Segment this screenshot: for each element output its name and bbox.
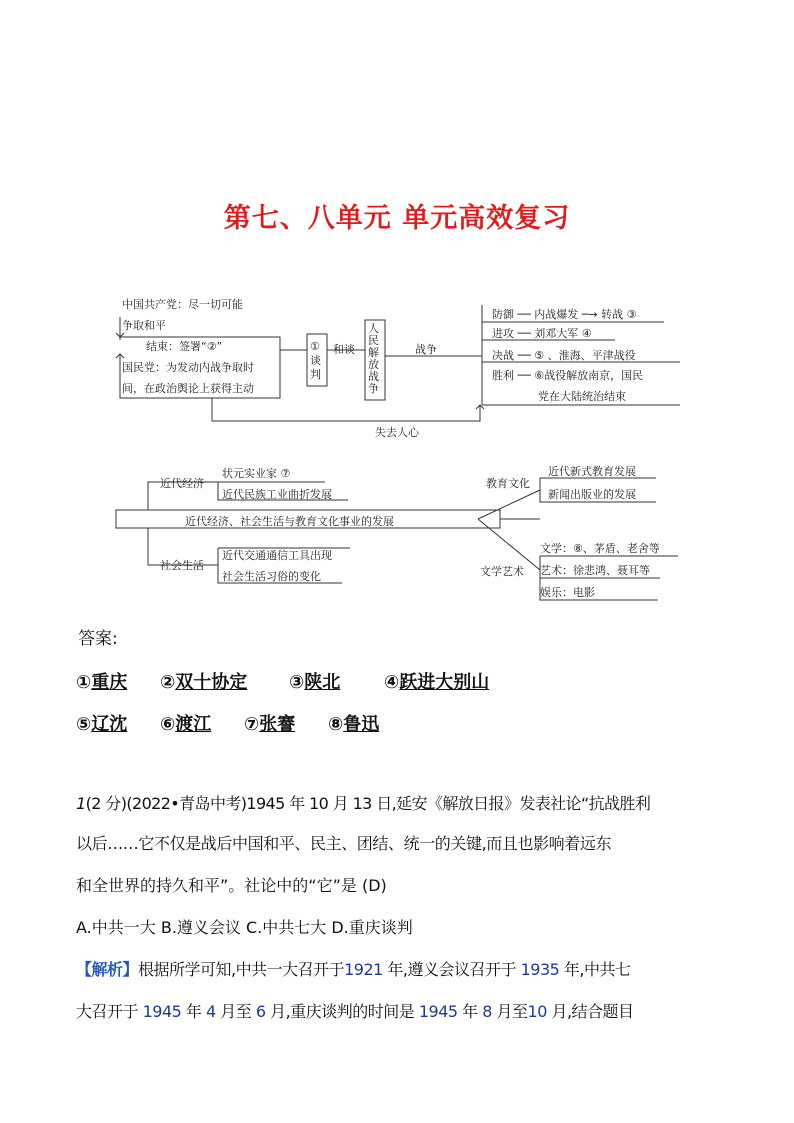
kmt-line2: 间，在政治舆论上获得主动: [122, 382, 254, 395]
lit-art-node: 文学艺术: [480, 565, 524, 578]
analysis-text: 大召开于: [76, 1002, 143, 1021]
answer-num: ⑦: [244, 714, 260, 735]
industry-node: 近代民族工业曲折发展: [222, 488, 332, 501]
answer-5: [76, 710, 127, 736]
war-label: 战争: [415, 343, 437, 356]
answer-text: 渡江: [175, 714, 212, 735]
center-node: 近代经济、社会生活与教育文化事业的发展: [185, 515, 394, 528]
analysis-text: 月,重庆谈判的时间是: [265, 1002, 419, 1021]
answer-num: ⑤: [76, 714, 92, 735]
analysis-line1: [76, 960, 631, 980]
press-node: 新闻出版业的发展: [548, 488, 636, 501]
cpc-line1: 中国共产党：尽一切可能: [122, 298, 243, 311]
answer-text: 鲁迅: [343, 714, 380, 735]
year-number: 1945: [142, 1002, 182, 1021]
analysis-text: 年: [181, 1002, 206, 1021]
answer-text: 双十协定: [175, 672, 248, 693]
question-text: (2 分)(2022•青岛中考)1945 年 10 月 13 日,延安《解放日报》发表社论“抗战胜利: [85, 794, 651, 813]
month-number: 8: [482, 1002, 492, 1021]
edu-culture-node: 教育文化: [486, 477, 530, 490]
talks-node: ①谈判: [310, 340, 321, 381]
answer-8: [328, 710, 379, 736]
answer-text: 陕北: [304, 672, 341, 693]
answer-num: ⑥: [160, 714, 176, 735]
literature-node: 文学：⑧、茅盾、老舍等: [540, 542, 660, 555]
decisive-node: 决战 ── ⑤ 、淮海、平津战役: [492, 349, 636, 362]
kmt-line1: 国民党：为发动内战争取时: [122, 361, 254, 374]
question-line3: 和全世界的持久和平”。社论中的“它”是 (D): [76, 876, 387, 895]
answer-num: ④: [384, 672, 400, 693]
edu-dev-node: 近代新式教育发展: [548, 465, 636, 478]
answer-num: ①: [76, 672, 92, 693]
analysis-line2: [76, 1002, 634, 1022]
transport-node: 近代交通通信工具出现: [222, 549, 332, 562]
analysis-tag: 【解析】: [76, 960, 139, 979]
page-title: 第七、八单元 单元高效复习: [223, 203, 571, 234]
custom-node: 社会生活习俗的变化: [222, 570, 321, 583]
victory-line2: 党在大陆统治结束: [538, 390, 626, 403]
month-number: 6: [255, 1002, 266, 1021]
answer-text: 重庆: [91, 672, 128, 693]
analysis-text: 月,结合题目: [546, 1002, 634, 1021]
modern-econ-node: 近代经济: [160, 477, 204, 490]
question-line2: 以后……它不仅是战后中国和平、民主、团结、统一的关键,而且也影响着远东: [76, 834, 612, 853]
year-number: 1921: [344, 960, 383, 979]
question-line1: [76, 794, 650, 814]
year-number: 1945: [418, 1002, 458, 1021]
entertainment-node: 娱乐：电影: [540, 586, 595, 599]
entrepreneur-node: 状元实业家 ⑦: [222, 467, 291, 480]
art-node: 艺术：徐悲鸿、聂耳等: [540, 564, 650, 577]
cpc-line2: 争取和平: [122, 319, 166, 332]
attack-node: 进攻 ── 刘邓大军 ④: [492, 327, 592, 340]
question-options: A.中共一大 B.遵义会议 C.中共七大 D.重庆谈判: [76, 918, 413, 937]
analysis-text: 年,遵义会议召开于: [382, 960, 521, 979]
month-number: 4: [206, 1002, 216, 1021]
answer-2: [160, 668, 247, 694]
answer-label: 答案:: [78, 629, 118, 649]
war-vertical-node: 人民解放战争: [368, 322, 379, 395]
end-node: 结束：签署“②”: [146, 340, 223, 353]
answer-text: 张謇: [259, 714, 296, 735]
analysis-text: 年,中共七: [559, 960, 631, 979]
question-number: 1: [76, 794, 86, 813]
social-node: 社会生活: [160, 559, 204, 572]
analysis-text: 根据所学可知,中共一大召开于: [138, 960, 345, 979]
answer-num: ⑧: [328, 714, 344, 735]
and-talk-label: 和谈: [333, 343, 355, 356]
year-number: 1935: [520, 960, 560, 979]
answer-3: [289, 668, 340, 694]
lose-support-label: 失去人心: [375, 426, 419, 439]
answer-7: [244, 710, 295, 736]
answer-text: 跃进大别山: [399, 672, 490, 693]
analysis-text: 月至: [491, 1002, 528, 1021]
answer-num: ②: [160, 672, 176, 693]
answer-num: ③: [289, 672, 305, 693]
answer-text: 辽沈: [91, 714, 128, 735]
answer-4: [384, 668, 489, 694]
answer-1: [76, 668, 127, 694]
month-number: 10: [527, 1002, 547, 1021]
answer-6: [160, 710, 211, 736]
analysis-text: 年: [457, 1002, 483, 1021]
defense-node: 防御 ── 内战爆发 ─→ 转战 ③: [492, 308, 637, 321]
analysis-text: 月至: [215, 1002, 256, 1021]
victory-line1: 胜利 ── ⑥战役解放南京，国民: [492, 369, 644, 382]
